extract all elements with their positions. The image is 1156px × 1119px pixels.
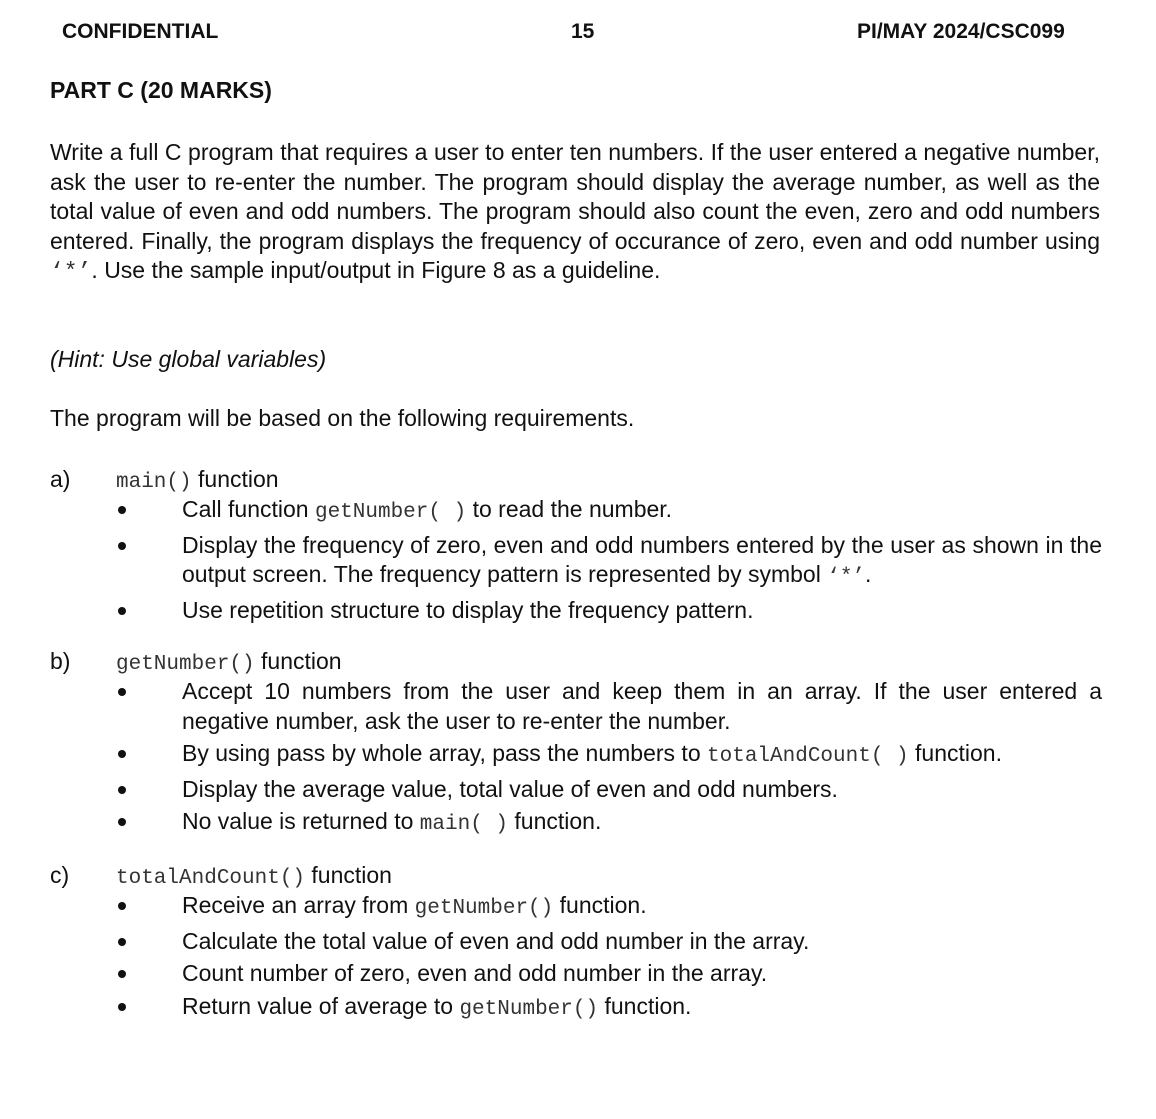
- list-item: [50, 739, 1102, 772]
- list-item: [50, 992, 1102, 1025]
- item-text: to read the number.: [466, 496, 673, 522]
- intro-symbol: ‘*’: [50, 259, 92, 285]
- item-text: No value is returned to: [182, 808, 420, 834]
- header-confidential: CONFIDENTIAL: [62, 20, 219, 43]
- function-name: main(): [116, 471, 192, 494]
- list-item: [50, 775, 1102, 805]
- page-number: 15: [571, 20, 595, 43]
- bullet-icon: [118, 607, 126, 615]
- bullet-icon: [118, 688, 126, 696]
- item-text: Display the average value, total value of even and odd numbers.: [182, 775, 838, 802]
- list-item: [50, 677, 1102, 736]
- section-b-heading: [50, 645, 1102, 677]
- item-code: getNumber(): [414, 897, 554, 920]
- item-text: Use repetition structure to display the frequency pattern.: [182, 596, 754, 623]
- section-c-bullets: [50, 891, 1102, 1024]
- section-title: [116, 859, 392, 895]
- item-text: .: [865, 561, 872, 587]
- bullet-icon: [118, 506, 126, 514]
- bullet-icon: [118, 970, 126, 978]
- item-text: Accept 10 numbers from the user and keep them in an array. If the user entered a negative number, ask the user to re-enter the number.: [182, 678, 1102, 734]
- section-b: [50, 645, 1102, 843]
- requirements-intro: The program will be based on the following requirements.: [50, 405, 635, 431]
- intro-text-after: . Use the sample input/output in Figure 8 as a guideline.: [91, 257, 661, 283]
- bullet-icon: [118, 818, 126, 826]
- item-code: getNumber( ): [314, 501, 467, 524]
- item-code: main( ): [419, 813, 509, 836]
- item-code: totalAndCount( ): [707, 745, 909, 768]
- section-a-bullets: [50, 495, 1102, 625]
- section-letter: a): [50, 466, 71, 492]
- list-item: [50, 959, 1102, 989]
- part-title: PART C (20 MARKS): [50, 77, 272, 103]
- item-text: Return value of average to: [182, 992, 460, 1019]
- item-text: function.: [598, 992, 692, 1019]
- hint: (Hint: Use global variables): [50, 346, 327, 372]
- section-letter: c): [50, 862, 70, 888]
- section-a: [50, 463, 1102, 628]
- function-label: function: [305, 862, 392, 888]
- item-text: Display the frequency of zero, even and odd numbers entered by the user as shown in the output screen. The frequency pattern is represented by symbol: [182, 531, 1102, 587]
- section-title: [116, 463, 279, 499]
- item-text: Count number of zero, even and odd number in the array.: [182, 960, 768, 986]
- question-intro: [50, 138, 1100, 288]
- item-text: function.: [508, 808, 602, 834]
- section-letter: b): [50, 648, 71, 674]
- bullet-icon: [118, 938, 126, 946]
- item-text: function.: [908, 740, 1002, 766]
- item-text: Receive an array from: [182, 892, 415, 918]
- function-label: function: [254, 648, 342, 674]
- list-item: [50, 596, 1102, 626]
- function-name: totalAndCount(): [116, 867, 306, 890]
- section-a-heading: [50, 463, 1102, 495]
- section-c: [50, 859, 1102, 1027]
- bullet-icon: [118, 542, 126, 550]
- section-b-bullets: [50, 677, 1102, 840]
- item-text: By using pass by whole array, pass the numbers to: [182, 740, 708, 766]
- item-code: getNumber(): [459, 997, 599, 1021]
- list-item: [50, 927, 1102, 957]
- intro-text-before: Write a full C program that requires a user to enter ten numbers. If the user entered a negative number, ask the user to re-enter the number. The program should display the average number, as well as the total value of even and odd numbers. The program should also count the even, zero and odd numbers entered. Finally, the program displays the frequency of occurance of zero, even and odd number using: [50, 139, 1100, 254]
- item-text: Calculate the total value of even and odd number in the array.: [182, 927, 810, 954]
- list-item: [50, 891, 1102, 924]
- function-name: getNumber(): [116, 653, 255, 676]
- header-exam-code: PI/MAY 2024/CSC099: [857, 20, 1065, 43]
- bullet-icon: [118, 750, 126, 758]
- list-item: [50, 531, 1102, 593]
- section-c-heading: [50, 859, 1102, 891]
- list-item: [50, 495, 1102, 528]
- section-title: [116, 645, 342, 681]
- bullet-icon: [118, 902, 126, 910]
- list-item: [50, 807, 1102, 840]
- bullet-icon: [118, 1003, 126, 1011]
- function-label: function: [191, 466, 279, 492]
- item-text: Call function: [182, 496, 315, 522]
- item-code: ‘*’: [827, 566, 866, 589]
- item-text: function.: [553, 892, 647, 918]
- bullet-icon: [118, 786, 126, 794]
